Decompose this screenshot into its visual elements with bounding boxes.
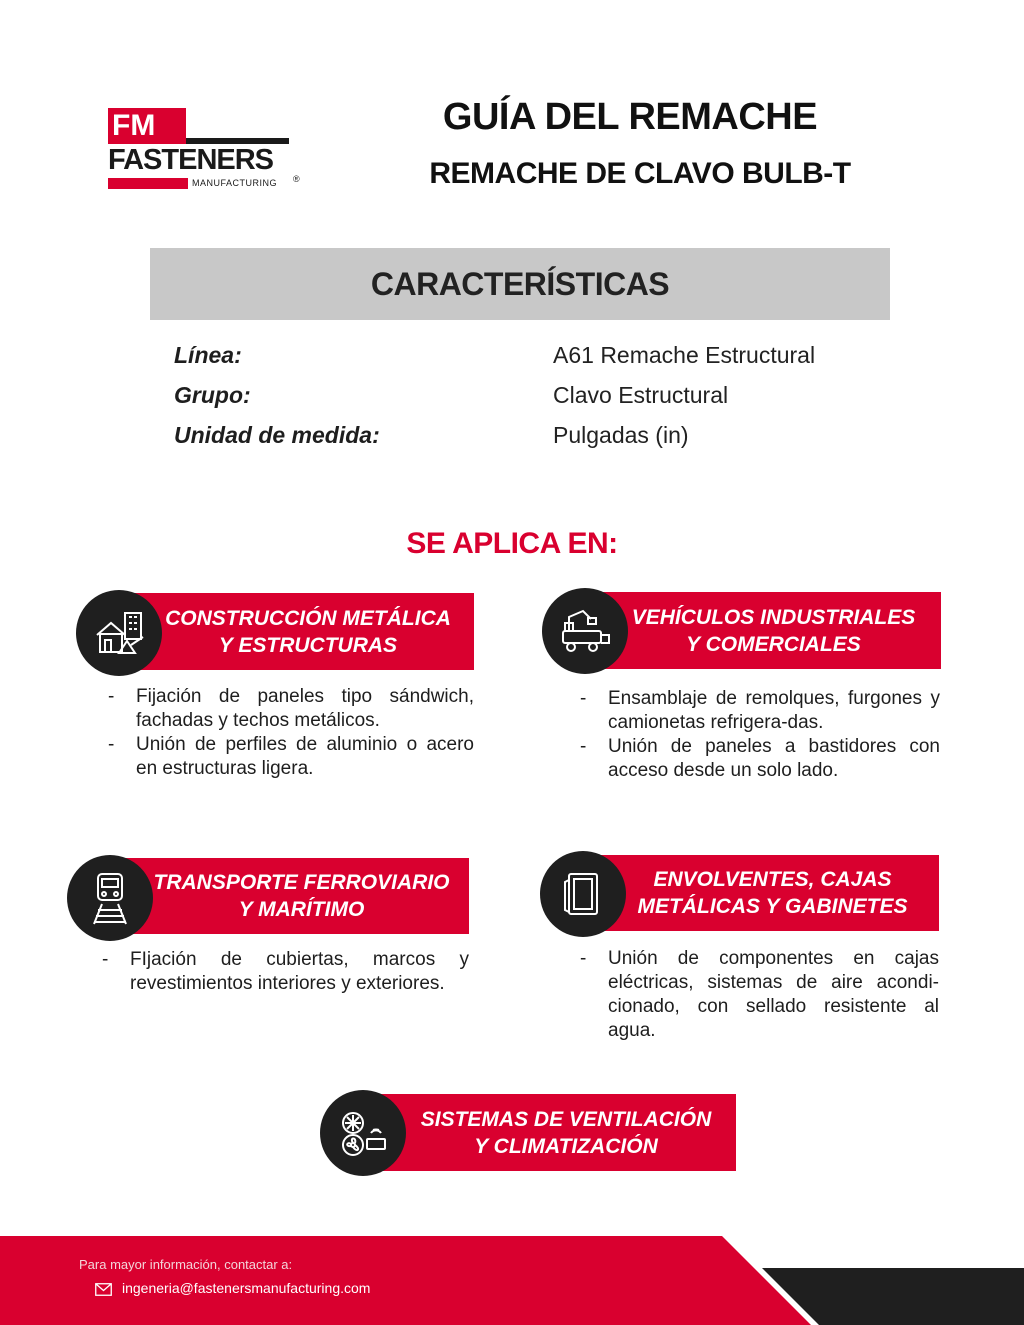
spec-label-linea: Línea: <box>174 342 242 368</box>
application-bullets-transporte <box>100 948 469 996</box>
application-title-line1: CONSTRUCCIÓN METÁLICA <box>165 606 451 630</box>
application-title-line2: Y ESTRUCTURAS <box>218 633 398 657</box>
application-title-line2: Y MARÍTIMO <box>238 898 365 921</box>
logo-fm-mark: FM <box>108 108 186 144</box>
application-title-line2: METÁLICAS Y GABINETES <box>637 895 908 918</box>
list-item: - FIjación de cubiertas, marcos y revestimientos interiores y exteriores. <box>100 948 469 996</box>
footer-contact-label: Para mayor información, contactar a: <box>79 1257 293 1272</box>
train-icon <box>67 855 153 941</box>
page-title: GUÍA DEL REMACHE <box>442 96 818 138</box>
characteristics-title: CARACTERÍSTICAS <box>370 266 670 302</box>
spec-value-linea: A61 Remache Estructural <box>553 342 816 368</box>
logo-fasteners-wordmark: FASTENERS <box>108 144 274 176</box>
application-title-line1: SISTEMAS DE VENTILACIÓN <box>420 1107 712 1131</box>
list-item: - Unión de perfiles de aluminio o acero en estructuras ligera. <box>106 733 474 781</box>
application-banner-transporte <box>112 858 469 934</box>
application-title-line2: Y COMERCIALES <box>686 632 861 656</box>
application-title-line2: Y CLIMATIZACIÓN <box>474 1134 658 1158</box>
application-banner-vehiculos <box>586 592 941 669</box>
spec-label-unidad: Unidad de medida: <box>174 422 380 448</box>
spec-label-grupo: Grupo: <box>174 382 251 408</box>
footer-email-link[interactable]: ingeneria@fastenersmanufacturing.com <box>122 1280 371 1296</box>
mail-icon <box>95 1283 112 1296</box>
spec-value-grupo: Clavo Estructural <box>553 382 729 408</box>
application-bullets-envolventes <box>578 947 939 1043</box>
company-logo <box>108 108 308 192</box>
application-banner-construccion <box>120 593 474 670</box>
application-title-line1: VEHÍCULOS INDUSTRIALES <box>631 605 916 629</box>
cabinet-icon <box>540 851 626 937</box>
building-construction-icon <box>76 590 162 676</box>
application-bullets-construccion <box>106 685 474 781</box>
page-subtitle: REMACHE DE CLAVO BULB-T <box>429 157 851 190</box>
applications-title: SE APLICA EN: <box>406 527 618 560</box>
application-title-line1: ENVOLVENTES, CAJAS <box>653 868 892 891</box>
list-item: - Unión de componentes en cajas eléctricas, sistemas de aire acondi-cionado, con sellado resistente al agua. <box>578 947 939 1043</box>
application-bullets-vehiculos <box>578 687 940 783</box>
list-item: - Fijación de paneles tipo sándwich, fachadas y techos metálicos. <box>106 685 474 733</box>
list-item: - Unión de paneles a bastidores con acceso desde un solo lado. <box>578 735 940 783</box>
spec-value-unidad: Pulgadas (in) <box>553 422 689 448</box>
list-item: - Ensamblaje de remolques, furgones y camionetas refrigera-das. <box>578 687 940 735</box>
logo-red-strip <box>108 178 188 189</box>
application-banner-envolventes <box>584 855 939 931</box>
industrial-vehicle-icon <box>542 588 628 674</box>
application-title-line1: TRANSPORTE FERROVIARIO <box>153 871 450 894</box>
logo-manufacturing-text: MANUFACTURING <box>192 178 277 188</box>
ventilation-climate-icon <box>320 1090 406 1176</box>
application-banner-ventilacion <box>368 1094 736 1171</box>
logo-registered-mark: ® <box>293 174 300 184</box>
